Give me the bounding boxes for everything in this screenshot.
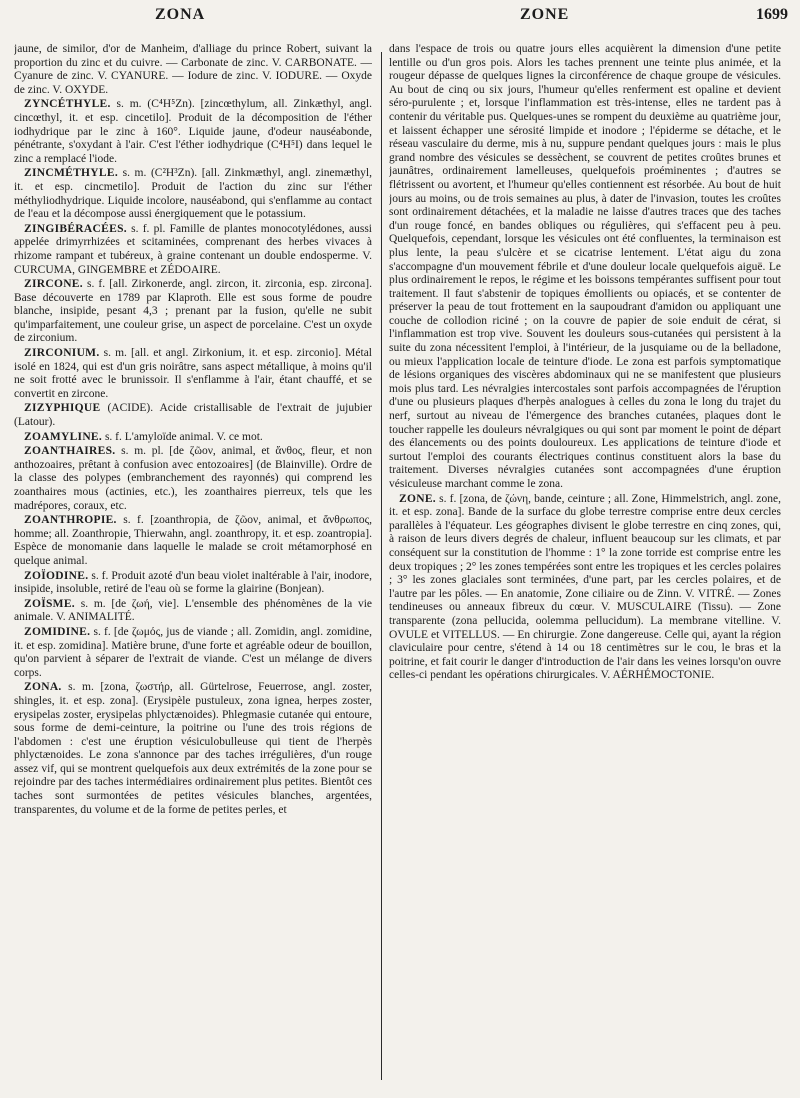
headword: ZONE. bbox=[399, 492, 436, 505]
headword: ZOÏODINE. bbox=[24, 569, 89, 582]
entry bbox=[14, 626, 372, 680]
headword: ZIRCONIUM. bbox=[24, 347, 100, 360]
entry-text: s. f. Produit azoté d'un beau violet inaltérable à l'air, inodore, insipide, insoluble, retiré de l'eau où se forme la glairine (Bonjean). bbox=[14, 569, 372, 596]
entry bbox=[14, 431, 372, 445]
headword: ZINGIBÉRACÉES. bbox=[24, 222, 127, 235]
entry-text: s. m. [de ζωή, vie]. L'ensemble des phénomènes de la vie animale. V. ANIMALITÉ. bbox=[14, 597, 372, 624]
entry bbox=[14, 167, 372, 221]
entry bbox=[14, 43, 372, 97]
entry bbox=[14, 223, 372, 277]
headword: ZIRCONE. bbox=[24, 278, 83, 291]
headword: ZOAMYLINE. bbox=[24, 430, 103, 443]
column-divider bbox=[381, 52, 382, 1080]
headword: ZYNCÉTHYLE. bbox=[24, 98, 111, 111]
entry bbox=[14, 278, 372, 346]
entry bbox=[389, 493, 781, 683]
entry bbox=[14, 514, 372, 568]
headword: ZONA. bbox=[24, 681, 62, 694]
entry-text: s. f. L'amyloïde animal. V. ce mot. bbox=[102, 430, 263, 443]
entry-text: s. m. (C²H³Zn). [all. Zinkmæthyl, angl. zinemæthyl, it. et esp. cincmetilo]. Produit de l'action du zinc sur l'éther méthyliodhydrique. Liquide incolore, nauséabond, qui s'enflamme au contact de l'eau et la décompose aussi énergiquement que le potassium. bbox=[14, 167, 372, 221]
entry bbox=[14, 570, 372, 597]
entry bbox=[389, 43, 781, 492]
entry bbox=[14, 347, 372, 401]
entry-text: s. m. (C⁴H⁵Zn). [zincœthylum, all. Zinkæthyl, angl. cincœthyl, it. et esp. cincetilo]. Produit de la décomposition de l'éther iodhydrique par le zinc à 160°. Liquide jaune, d'odeur nauséabonde, pénétrante, s'oxydant à l'air. C'est l'éther iodhydrique (C⁴H⁵I) dans lequel le zinc a remplacé l'iode. bbox=[14, 98, 372, 165]
headword: ZINCMÉTHYLE. bbox=[24, 167, 119, 180]
headword: ZIZYPHIQUE bbox=[24, 402, 101, 415]
entry-text: s. f. [all. Zirkonerde, angl. zircon, it. zirconia, esp. zircona]. Base découverte en 1789 par Klaproth. Elle est sous forme de poudre blanche, insipide, pesant 4,3 ; prenant par la fusion, qu'elle ne subit qu'imparfaitement, une couleur grise, un aspect de porcelaine. C'est un oxyde de zirconium. bbox=[14, 278, 372, 345]
entry-text: s. m. [zona, ζωστήρ, all. Gürtelrose, Feuerrose, angl. zoster, shingles, it. et esp. zona]. (Erysipèle pustuleux, zona ignea, herpes zoster, erysipelas zoster, erysipelas phlyctænoides). Phlegmasie cutanée qui entoure, sous forme de demi-ceinture, la poitrine ou l'une des trois régions de l'abdomen : c'est une éruption vésiculobulleuse qui tient de l'herpès phlyctænoides. Le zona s'annonce par des taches irrégulières, d'un rouge assez vif, qui se montrent quelquefois aux deux extrémités de la zone pour se rejoindre par des taches intermédiaires ordinairement plus petites. Bientôt ces taches sont surmontées de petites vésicules blanches, argentées, transparentes, du volume et de la forme de petites perles, et bbox=[14, 681, 372, 816]
entry-text: s. f. [de ζωμός, jus de viande ; all. Zomidin, angl. zomidine, it. et esp. zomidina]. Matière brune, d'une forte et agréable odeur de bouillon, qu'on parvient à séparer de l'extrait de viande. C'est un mélange de divers corps. bbox=[14, 625, 372, 679]
headword: ZOANTHROPIE. bbox=[24, 514, 117, 527]
running-head-left: ZONA bbox=[155, 6, 206, 23]
page-number: 1699 bbox=[756, 6, 788, 23]
entry-text: s. f. [zoanthropia, de ζῶον, animal, et ἄνθρωπος, homme; all. Zoanthropie, Thierwahn, angl. zoanthropy, it. et esp. zoantropia]. Espèce de monomanie dans laquelle le malade se croit métamorphosé en quelque animal. bbox=[14, 514, 372, 567]
entry-text: dans l'espace de trois ou quatre jours elles acquièrent la dimension d'une petite lentille ou d'un gros pois. Alors les taches prennent une teinte plus animée, et la rougeur dépasse de quelques lignes la circonférence de chaque groupe de vésicules. Au bout de cinq ou six jours, l'humeur qu'elles renferment est opaline et devient séro-purulente ; et, lorsque l'inflammation est très-intense, elles ne tardent pas à contenir du véritable pus. Quelques-unes se rompent du deuxième au quatrième jour, et laissent échapper une sérosité limpide et inodore ; l'épiderme se détache, et le réseau vasculaire du derme, mis à nu, suppure pendant quelques jours : mais le plus grand nombre des vésicules se dessèchent, se couvrent de petites croûtes brunes et jaunâtres, ordinairement lamelleuses, quelquefois proéminentes ; d'autres se flétrissent ou avortent, et l'humeur qu'elles contiennent est résorbée. Au bout de huit jours au moins, ou de trois semaines au plus, à dater de l'invasion, toutes les croûtes sont ordinairement détachées, et la maladie ne laisse d'autres traces que des taches d'un rouge foncé, en bandes obliques ou régulières, qui s'effacent peu à peu. Quelquefois, cependant, lorsque les vésicules ont été confluentes, la terminaison est plus lente, la peau s'ulcère et se cicatrise lentement. L'état aigu du zona s'accompagne d'un mouvement fébrile et d'une douleur locale quelquefois aiguë. Le plus ordinairement le repos, le régime et les boissons tempérantes suffisent pour tout traitement. Il faut s'abstenir de topiques émollients ou opiacés, et se contenter de préserver la peau de tout frottement en la saupoudrant d'amidon ou appliquant une couche de collodion riciné ; on la couvre de papier de soie enduit de cérat, si l'inflammation est trop vive. Souvent les douleurs sous-cutanées qui persistent à la suite du zona nécessitent l'emploi, à l'intérieur, de la jusquiame ou de la belladone, ou mieux l'application locale de teinture d'iode. Le zona est parfois symptomatique de lésions organiques des viscères abdominaux qui ne se manifestent que plusieurs mois plus tard. Les névralgies intercostales sont parfois accompagnées de l'éruption d'une ou plusieurs plaques d'herpès analogues à celles du zona le long du trajet du nerf, surtout au niveau de l'émergence des branches cutanées, plaques dont le toucher rappelle les douleurs névralgiques ou qui sont par moment le point de départ des élancements ou des points douloureux. Les applications de teinture d'iode et surtout l'emploi des courants électriques continus constituent alors la base du traitement. Diverses névralgies cutanées sont accompagnées d'une éruption vésiculeuse marchant comme le zona. bbox=[389, 43, 781, 490]
entry-text: s. m. [all. et angl. Zirkonium, it. et esp. zirconio]. Métal isolé en 1824, qui est d'un gris noirâtre, sans aspect métallique, à moins qu'il ne soit frotté avec le brunissoir. Il s'enflamme à l'air, étant chauffé, et se convertit en zircone. bbox=[14, 347, 372, 400]
entry-text: (ACIDE). Acide cristallisable de l'extrait de jujubier (Latour). bbox=[14, 402, 372, 429]
headword: ZOÏSME. bbox=[24, 597, 75, 610]
entry bbox=[14, 681, 372, 817]
entry-text: s. f. [zona, de ζώνη, bande, ceinture ; all. Zone, Himmelstrich, angl. zone, it. et esp. zona]. Bande de la surface du globe terrestre comprise entre deux cercles parallèles à l'équateur. Les géographes divisent le globe terrestre en cinq zones, qui, à raison de leurs divers degrés de chaleur, influent beaucoup sur les climats, et par conséquent sur la constitution de l'homme : 1° la zone torride est comprise entre les deux tropiques ; 2° les zones tempérées sont entre les tropiques et les cercles polaires ; 3° les zones glaciales sont terminées, d'une part, par les cercles polaires, et de l'autre par les pôles. — En anatomie, Zone ciliaire ou de Zinn. V. VITRÉ. — Zones tendineuses ou anneaux fibreux du cœur. V. MUSCULAIRE (Tissu). — Zone transparente (zona pellucida, oolemma pellucidum). La membrane vitelline. V. OVULE et VITELLUS. — En chirurgie. Zone dangereuse. Celle qui, ayant la région claviculaire pour centre, s'étend à 14 ou 18 centimètres sur le cou, le bras et la poitrine, et fait courir le danger d'introduction de l'air dans les veines lorsqu'on ouvre celles-ci pendant les opérations chirurgicales. V. AÉRHÉMOCTONIE. bbox=[389, 492, 781, 682]
entry bbox=[14, 98, 372, 166]
entry-text: s. f. pl. Famille de plantes monocotylédones, aussi appelée drimyrrhizées et scitaminées, comprenant des herbes vivaces à rhizome rampant et tubéreux, à graine contenant un double endosperme. V. CURCUMA, GINGEMBRE et ZÉDOAIRE. bbox=[14, 222, 372, 276]
right-column bbox=[389, 43, 781, 1080]
entry bbox=[14, 402, 372, 429]
entry-text: s. m. pl. [de ζῶον, animal, et ἄνθος, fleur, et non anthozoaires, prêtant à confusion avec entozoaires] (de Blainville). Ordre de la classe des polypes (embranchement des rayonnés) qui comprend les zoanthaires mous (actinies, etc.), les zoanthaires pierreux, tels que les madrépores, coraux, etc. bbox=[14, 445, 372, 512]
entry bbox=[14, 445, 372, 513]
entry bbox=[14, 598, 372, 625]
left-column bbox=[14, 43, 372, 1080]
entry-text: jaune, de similor, d'or de Manheim, d'alliage du prince Robert, suivant la proportion du zinc et du cuivre. — Carbonate de zinc. V. CARBONATE. — Cyanure de zinc. V. CYANURE. — Iodure de zinc. V. IODURE. — Oxyde de zinc. V. OXYDE. bbox=[14, 43, 372, 96]
headword: ZOMIDINE. bbox=[24, 625, 91, 638]
running-head-right: ZONE bbox=[520, 6, 570, 23]
headword: ZOANTHAIRES. bbox=[24, 445, 116, 458]
